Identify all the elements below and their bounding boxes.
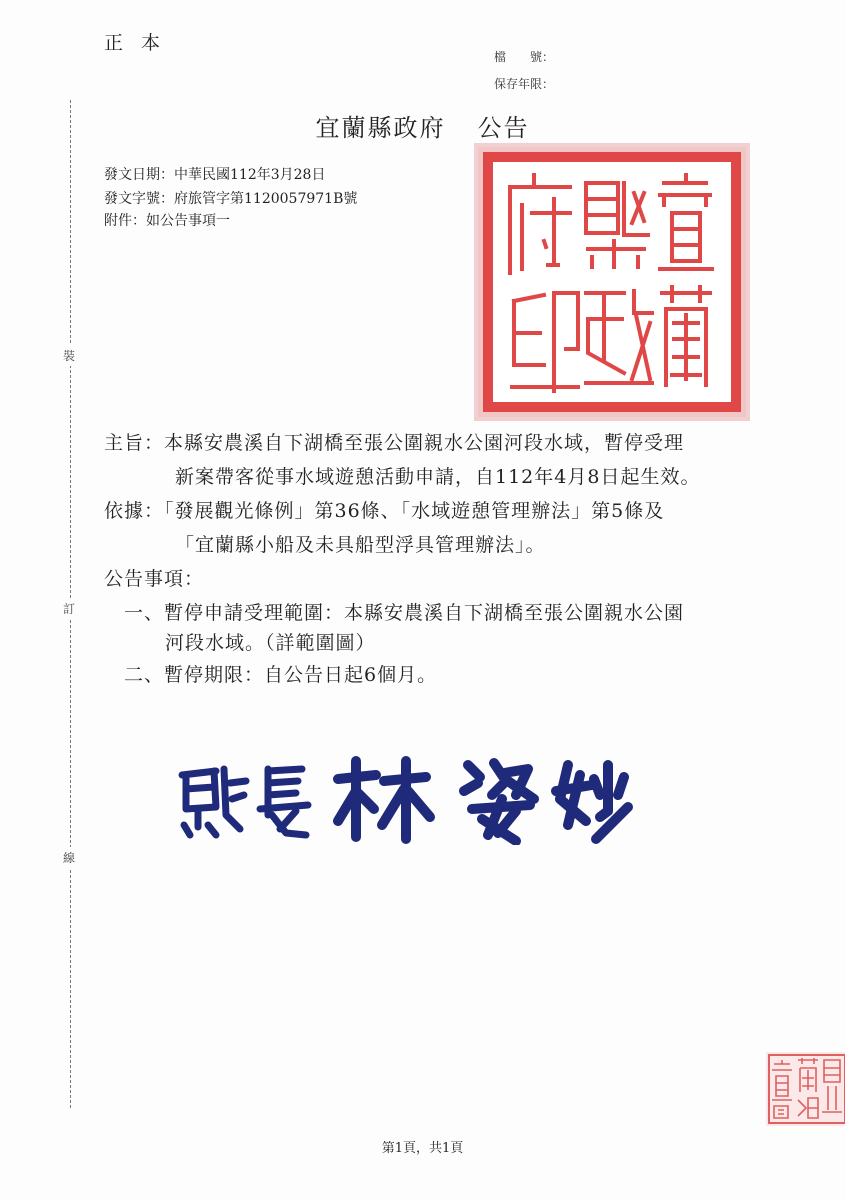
signature-image (176, 755, 636, 845)
announcement-item-1-line-2: 河段水域。（詳範圍圖） (165, 632, 376, 654)
announcement-item-1-line-1: 一、暫停申請受理範圍：本縣安農溪自下湖橋至張公圍親水公園 (124, 602, 685, 624)
binding-mark-1: 裝 (63, 345, 75, 366)
official-seal-image (474, 143, 750, 421)
announcement-item-2: 二、暫停期限：自公告日起6個月。 (124, 664, 438, 686)
retention-period-label: 保存年限： (494, 77, 555, 91)
basis-line-2: 「宜蘭縣小船及未具船型浮具管理辦法」。 (175, 534, 546, 556)
document-type: 公告 (477, 114, 530, 142)
subject-line-2: 新案帶客從事水域遊憩活動申請，自112年4月8日起生效。 (175, 466, 701, 488)
attachment-info: 附件：如公告事項一 (104, 213, 230, 229)
subject-line-1: 主旨：本縣安農溪自下湖橋至張公圍親水公園河段水域，暫停受理 (104, 432, 685, 454)
document-title (0, 108, 845, 143)
announcement-items-heading: 公告事項： (104, 568, 205, 590)
copy-label: 正本 (104, 32, 179, 54)
basis-line-1: 依據：「發展觀光條例」第36條、「水域遊憩管理辦法」第5條及 (104, 500, 665, 522)
binding-mark-3: 線 (63, 847, 75, 868)
magistrate-seal (766, 1052, 845, 1126)
issue-date: 發文日期：中華民國112年3月28日 (104, 167, 326, 183)
binding-mark-2: 訂 (63, 598, 75, 619)
official-seal (474, 143, 750, 421)
page-number: 第1頁，共1頁 (381, 1141, 464, 1156)
agency-name: 宜蘭縣政府 (315, 114, 446, 142)
document-reference: 發文字號：府旅管字第1120057971B號 (104, 191, 358, 207)
file-number-label: 檔 號： (494, 50, 555, 64)
magistrate-signature (176, 755, 636, 849)
magistrate-seal-image (766, 1052, 845, 1126)
